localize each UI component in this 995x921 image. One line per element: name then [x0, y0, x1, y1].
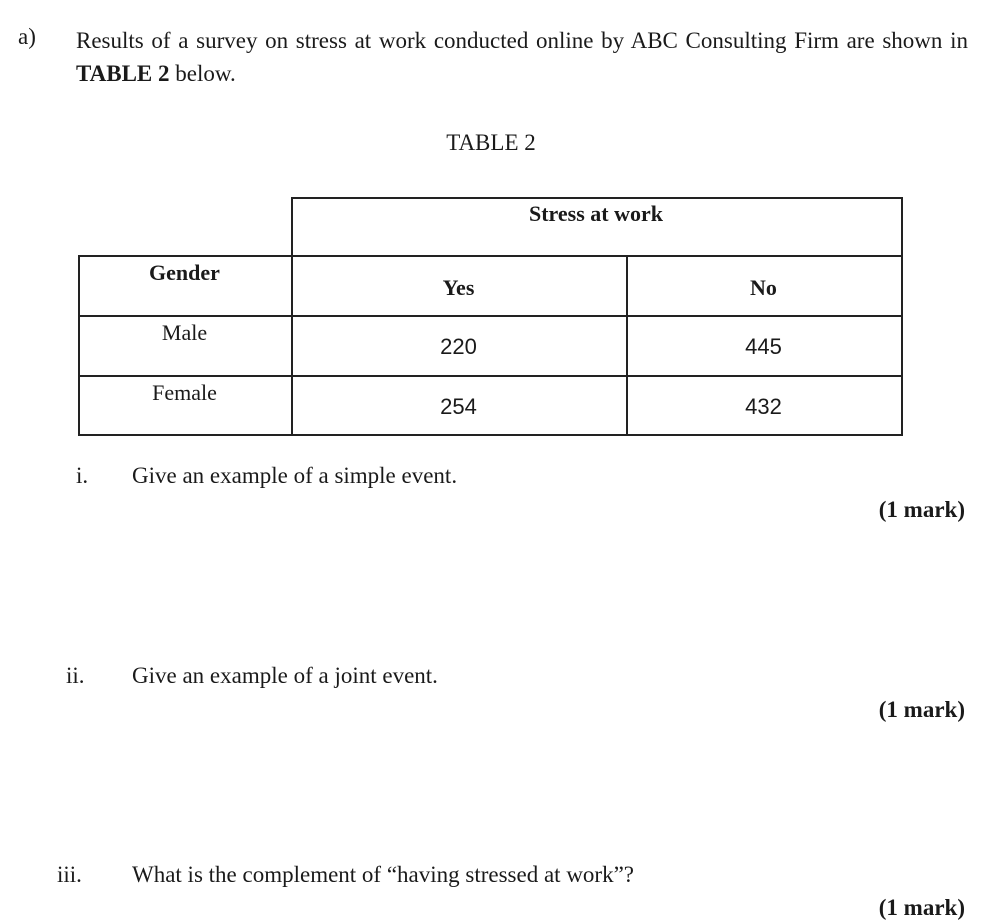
- table-title: TABLE 2: [446, 130, 536, 155]
- table-border: [78, 255, 903, 257]
- question-intro: [76, 24, 968, 90]
- intro-text: Results of a survey on stress at work conducted online by ABC Consulting Firm are shown in: [76, 28, 968, 53]
- item-question: Give an example of a joint event.: [132, 663, 438, 688]
- item-question: What is the complement of “having stressed at work”?: [132, 862, 635, 887]
- item-mark: (1 mark): [878, 895, 965, 920]
- table-border: [901, 197, 903, 435]
- item-question: Give an example of a simple event.: [132, 463, 458, 488]
- row-label-male: Male: [161, 320, 208, 345]
- item-mark: (1 mark): [878, 697, 965, 722]
- row-label-female: Female: [152, 380, 217, 405]
- table-border: [78, 375, 903, 377]
- item-mark: (1 mark): [878, 497, 965, 522]
- item-number: ii.: [66, 663, 85, 688]
- row-header: Gender: [149, 260, 220, 285]
- table-border: [291, 197, 903, 199]
- table-border: [78, 434, 903, 436]
- intro-text-end: below.: [169, 61, 236, 86]
- cell-female-yes: 254: [440, 394, 477, 419]
- cell-female-no: 432: [745, 394, 782, 419]
- question-label: a): [18, 24, 36, 49]
- cell-male-no: 445: [745, 334, 782, 359]
- item-number: iii.: [57, 862, 82, 887]
- intro-table-ref: TABLE 2: [76, 61, 170, 86]
- group-header: Stress at work: [528, 201, 664, 226]
- column-header-no: No: [750, 275, 777, 300]
- cell-male-yes: 220: [440, 334, 477, 359]
- item-number: i.: [76, 463, 89, 488]
- table-border: [78, 315, 903, 317]
- column-header-yes: Yes: [442, 275, 475, 300]
